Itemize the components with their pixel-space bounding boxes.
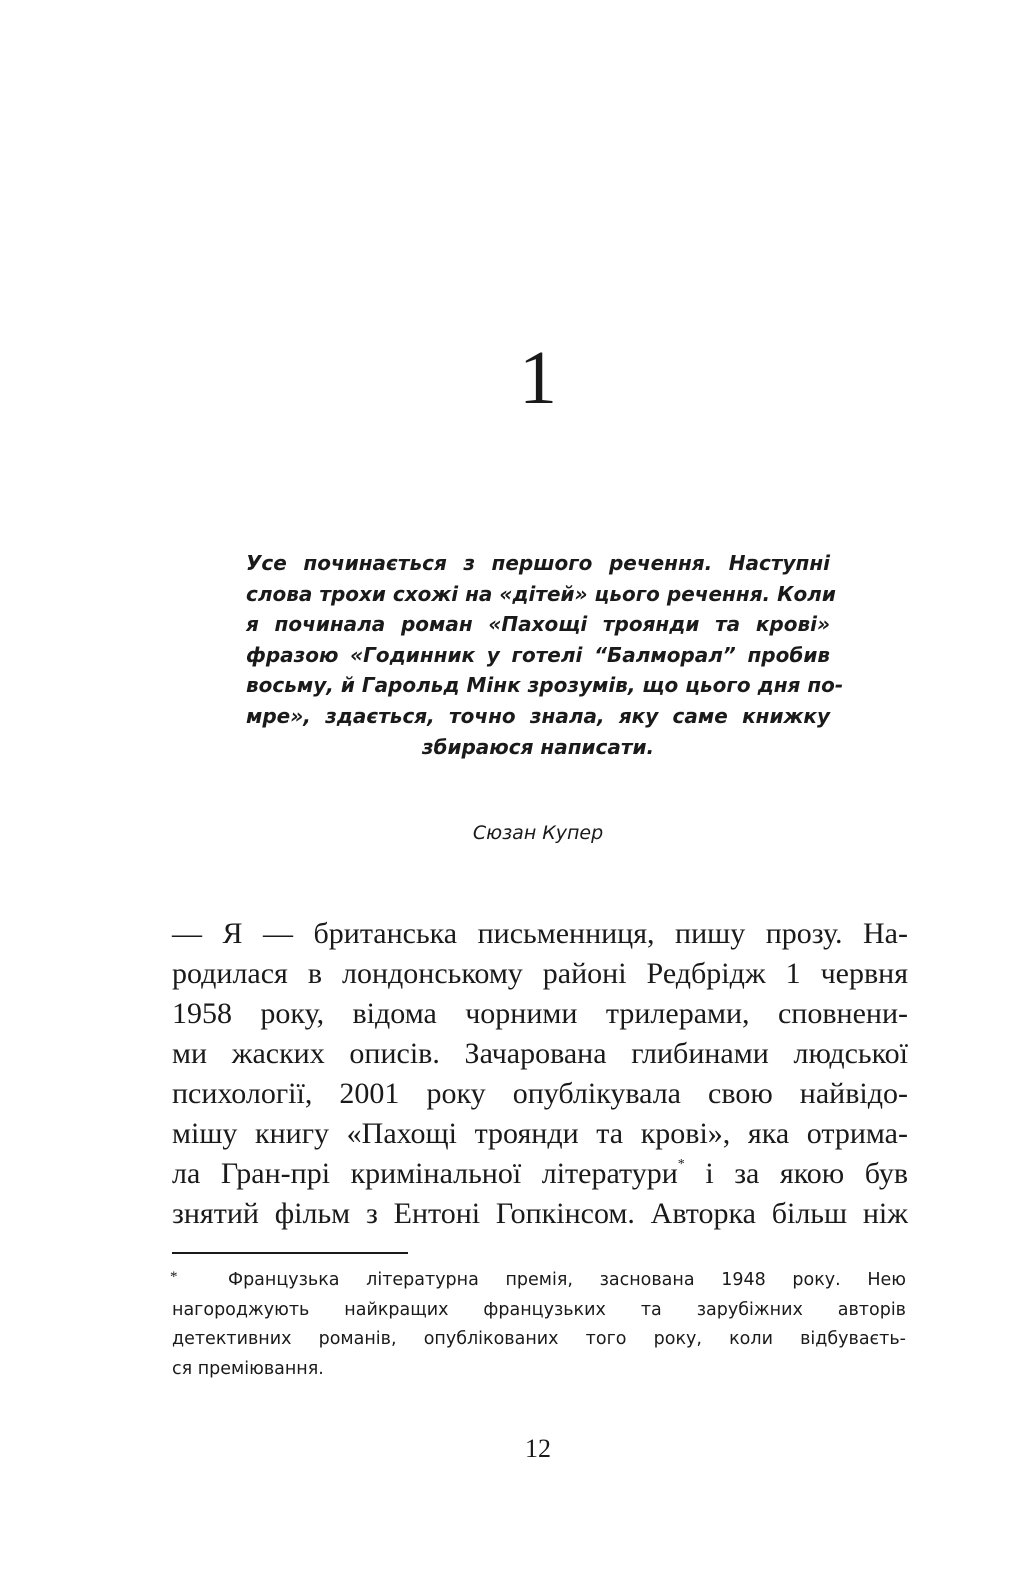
epigraph-author: Сюзан Купер	[472, 822, 604, 844]
footnote-line: ся преміювання.	[172, 1359, 324, 1380]
footnote-line: Французька літературна премія, заснована 1948 року. Нею	[228, 1270, 906, 1290]
epigraph-line: я починала роман «Пахощі троянди та крові»	[246, 612, 830, 637]
body-line-part: і за якою був	[705, 1157, 908, 1190]
footnote-marker: *	[170, 1269, 178, 1285]
body-line: ми жаских описів. Зачарована глибинами людської	[172, 1037, 908, 1070]
page-number: 12	[525, 1434, 551, 1463]
body-text	[172, 914, 908, 1234]
epigraph	[246, 548, 844, 762]
body-line: родилася в лондонському районі Редбрідж 1 червня	[172, 957, 908, 990]
epigraph-line: восьму, й Гарольд Мінк зрозумів, що цього дня по-	[246, 673, 844, 698]
body-line-with-footnote	[172, 1154, 908, 1194]
epigraph-line: Усе починається з першого речення. Наступні	[246, 551, 830, 575]
body-line: психології, 2001 року опублікувала свою найвідо-	[172, 1077, 908, 1110]
footnote-divider	[172, 1252, 408, 1254]
chapter-number: 1	[519, 336, 557, 420]
body-line: 1958 року, відома чорними трилерами, сповнени-	[172, 997, 908, 1030]
body-line: мішу книгу «Пахощі троянди та крові», яка отрима-	[172, 1117, 908, 1150]
body-line: знятий фільм з Ентоні Гопкінсом. Авторка більш ніж	[172, 1197, 908, 1230]
epigraph-line: мре», здається, точно знала, яку саме книжку	[246, 703, 830, 728]
epigraph-line: фразою «Годинник у готелі “Балморал” пробив	[246, 642, 830, 667]
footnote-line: нагороджують найкращих французьких та зарубіжних авторів	[172, 1299, 906, 1320]
epigraph-line: збираюся написати.	[421, 734, 655, 759]
footnote-reference[interactable]: *	[677, 1157, 685, 1172]
body-line-part: ла Гран-прі кримінальної літератури	[172, 1157, 678, 1190]
footnote	[172, 1266, 906, 1385]
footnote-line: детективних романів, опублікованих того року, коли відбуваєть-	[172, 1329, 906, 1350]
epigraph-line: слова трохи схожі на «дітей» цього речення. Коли	[246, 581, 836, 606]
body-line: — Я — британська письменниця, пишу прозу. На-	[172, 917, 908, 950]
